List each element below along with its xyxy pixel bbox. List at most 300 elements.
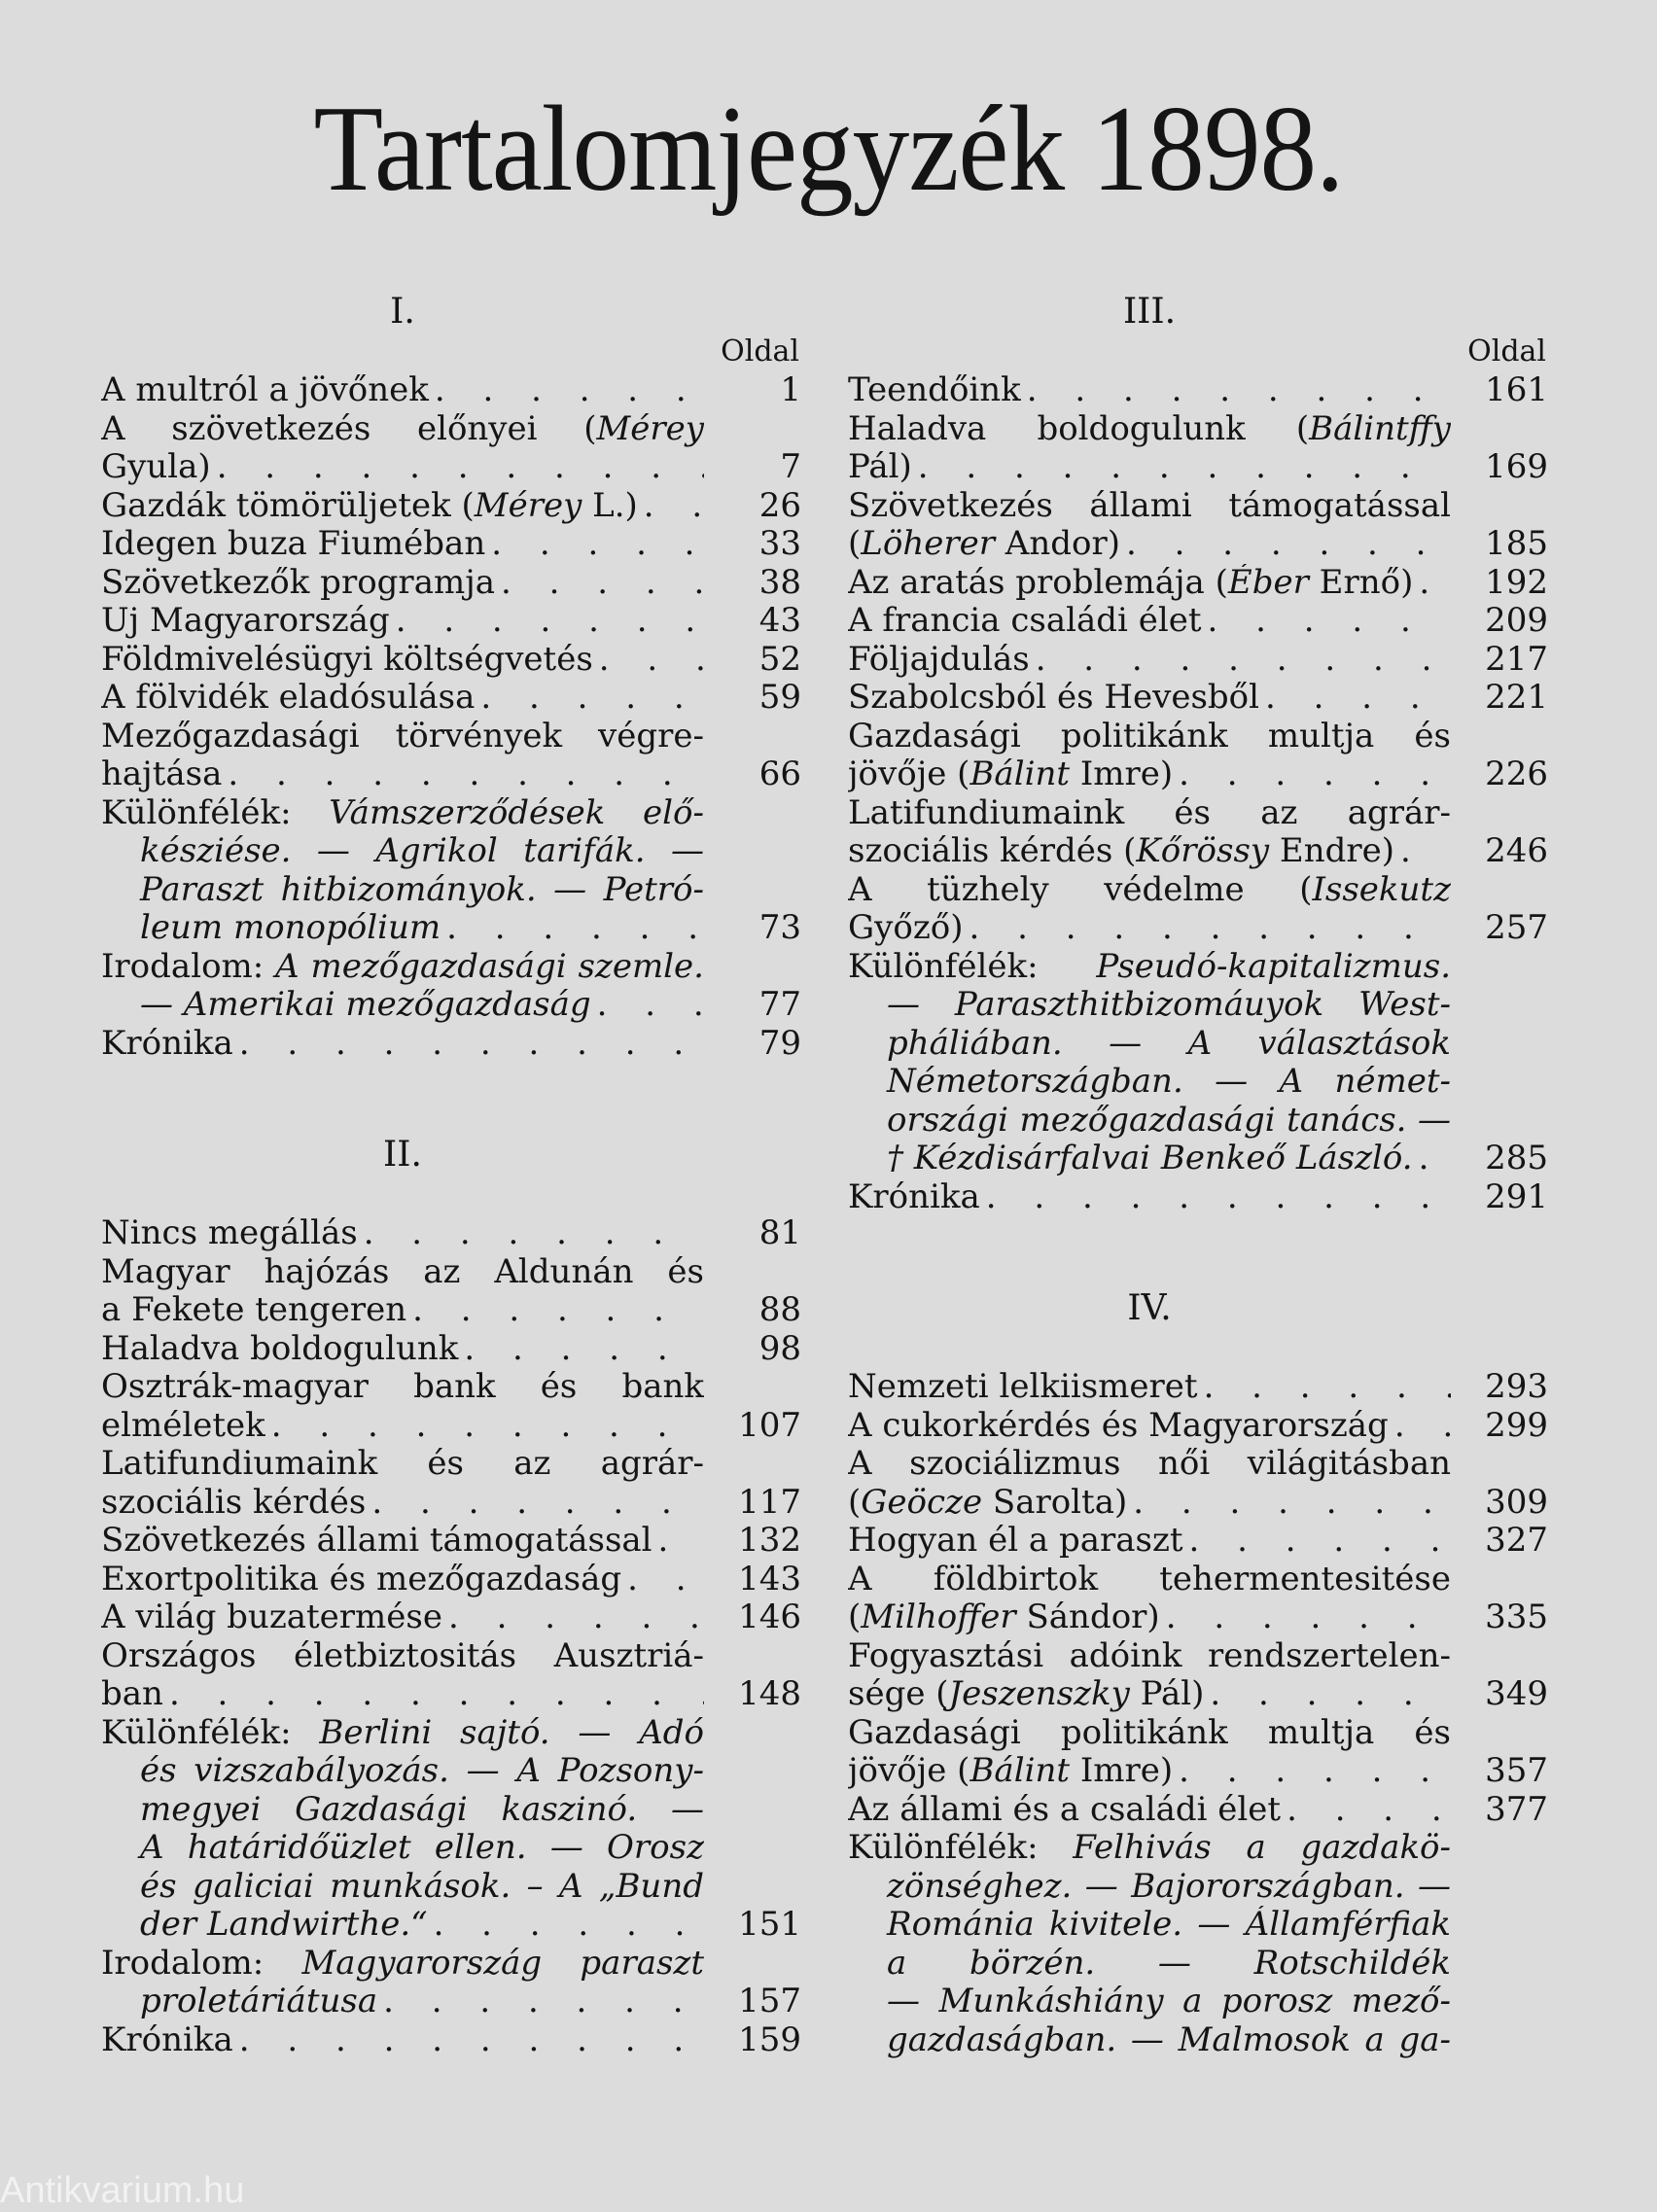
entry-line: [848, 909, 1451, 948]
page-number: 291: [1485, 1176, 1548, 1216]
page-number: 7: [780, 447, 801, 486]
text-segment: Hogyan él a paraszt: [848, 1522, 1183, 1560]
text-segment: Szabolcsból és Hevesből: [848, 679, 1260, 717]
entry-line: [101, 1214, 704, 1253]
toc-entry: [848, 794, 1548, 871]
text-segment: A szövetkezés előnyei (: [101, 409, 597, 448]
entry-line: [101, 1752, 704, 1791]
italic-segment: A határidőüzlet ellen. — Orosz: [140, 1829, 704, 1867]
entry-title: [848, 564, 1451, 603]
section-gap: [101, 1063, 801, 1135]
italic-segment: Kőrössy: [1136, 832, 1270, 870]
entry-line: [848, 1829, 1451, 1868]
italic-segment: Felhivás a gazdakö-: [1073, 1829, 1451, 1867]
toc-entry: [848, 1407, 1548, 1446]
text-segment: Gazdák tömörüljetek (: [101, 486, 475, 525]
page-number: 209: [1485, 601, 1548, 640]
toc-entry: [101, 1368, 801, 1445]
entry-line: [848, 679, 1451, 718]
page-number: 217: [1485, 639, 1548, 679]
page-number: 81: [758, 1213, 801, 1252]
dot-leader: [485, 525, 704, 564]
dot-leader: [1413, 1140, 1451, 1178]
entry-line: [848, 525, 1451, 564]
dot-leader: [406, 1291, 704, 1330]
text-segment: A cukorkérdés és Magyarország: [848, 1406, 1389, 1445]
dot-leader: [1021, 371, 1451, 410]
entry-line: [848, 1140, 1451, 1178]
text-segment: A tüzhely védelme (: [848, 870, 1313, 909]
toc-entry: [101, 794, 801, 948]
section-numeral: II.: [383, 1135, 422, 1175]
entry-line: [101, 1983, 704, 2021]
entry-line: [848, 1906, 1451, 1945]
entry-title: [848, 410, 1451, 487]
entry-line: [101, 1829, 704, 1868]
entry-line: [848, 1868, 1451, 1907]
toc-entry: [101, 1025, 801, 1064]
entry-title: [101, 1214, 704, 1253]
page-number: 66: [758, 755, 801, 793]
dot-leader: [980, 1178, 1451, 1217]
page-number: 185: [1485, 524, 1548, 563]
text-segment: Sarolta): [982, 1483, 1128, 1522]
entry-line: [101, 641, 704, 680]
entry-line: [101, 1868, 704, 1907]
text-segment: Imre): [1070, 1752, 1174, 1790]
toc-entry: [101, 641, 801, 680]
dot-leader: [1259, 679, 1451, 718]
text-segment: A fölvidék eladósulása: [101, 679, 476, 717]
dot-leader: [441, 909, 704, 948]
entry-line: [848, 1637, 1451, 1676]
text-segment: Gazdasági politikánk multja és: [848, 1713, 1451, 1752]
entry-line: [848, 602, 1451, 641]
section-II: [101, 1135, 801, 2059]
text-segment: ban: [101, 1675, 163, 1713]
dot-leader: [366, 1484, 704, 1523]
dot-leader: [1173, 755, 1451, 794]
toc-entry: [101, 1214, 801, 1253]
page-number: [1451, 2021, 1548, 2060]
entry-line: [848, 871, 1451, 910]
entry-line: [101, 948, 704, 987]
text-segment: Különfélék:: [101, 793, 330, 832]
entry-line: [101, 1253, 704, 1292]
dot-leader: [1413, 564, 1451, 603]
toc-entry: [848, 871, 1548, 948]
entry-line: [848, 1025, 1451, 1064]
text-segment: Teendőink: [848, 371, 1021, 409]
dot-leader: [428, 1906, 704, 1945]
text-segment: jövője (: [848, 755, 970, 793]
entry-title: [101, 410, 704, 487]
italic-segment: der Landwirthe.“: [140, 1906, 428, 1944]
page-number: 148: [738, 1674, 801, 1713]
entry-title: [101, 1561, 704, 1599]
text-segment: Mezőgazdasági törvények végre-: [101, 717, 704, 755]
toc-entry: [101, 1445, 801, 1522]
italic-segment: A mezőgazdasági szemle.: [275, 947, 704, 986]
text-segment: A szociálizmus női világitásban: [848, 1445, 1451, 1483]
italic-segment: zönséghez. — Bajorországban. —: [887, 1867, 1451, 1906]
text-segment: Nemzeti lelkiismeret: [848, 1368, 1198, 1406]
dot-leader: [233, 2021, 704, 2060]
text-segment: Magyar hajózás az Aldunán és: [101, 1252, 704, 1291]
dot-leader: [621, 1561, 704, 1599]
italic-segment: a börzén. — Rotschildék: [887, 1944, 1451, 1983]
text-segment: L.): [582, 486, 638, 525]
page-number: 88: [758, 1290, 801, 1329]
entry-title: [848, 1637, 1451, 1714]
section-numeral: IV.: [1127, 1288, 1172, 1328]
entry-line: [101, 1522, 704, 1561]
entry-line: [848, 410, 1451, 449]
entry-title: [101, 1637, 704, 1714]
page-number: 38: [758, 562, 801, 602]
page-number: 33: [758, 524, 801, 563]
section-I: [101, 292, 801, 1063]
entry-line: [101, 755, 704, 794]
entry-line: [848, 564, 1451, 603]
toc-entry: [848, 564, 1548, 603]
toc-entry: [101, 1253, 801, 1330]
entry-title: [848, 718, 1451, 794]
text-segment: Latifundiumaink és az agrár-: [848, 793, 1451, 832]
toc-entry: [101, 1598, 801, 1637]
dot-leader: [163, 1675, 704, 1714]
entry-title: [848, 1368, 1451, 1407]
dot-leader: [495, 564, 704, 603]
entry-line: [101, 1368, 704, 1407]
entry-line: [848, 794, 1451, 833]
entry-line: [101, 1637, 704, 1676]
dot-leader: [638, 487, 704, 526]
page-number: 146: [738, 1598, 801, 1636]
entry-title: [848, 602, 1451, 641]
toc-entry: [101, 602, 801, 641]
toc-entry: [848, 1829, 1548, 2059]
text-segment: A világ buzatermése: [101, 1598, 442, 1636]
italic-segment: Éber: [1227, 563, 1309, 602]
dot-leader: [1198, 1368, 1451, 1407]
left-column: [101, 292, 801, 2059]
page-number: 117: [738, 1482, 801, 1522]
dot-leader: [211, 448, 704, 487]
page-number: 309: [1485, 1482, 1548, 1522]
entry-line: [848, 641, 1451, 680]
italic-segment: Geöcze: [861, 1483, 983, 1522]
entry-title: [101, 1598, 704, 1637]
italic-segment: Bálintffy: [1309, 409, 1451, 448]
dot-leader: [442, 1598, 704, 1637]
entry-title: [848, 679, 1451, 718]
entry-title: [101, 1522, 704, 1561]
text-segment: elméletek: [101, 1406, 265, 1445]
entry-title: [101, 487, 704, 526]
entry-line: [101, 1484, 704, 1523]
toc-entry: [848, 487, 1548, 564]
page-number: 77: [758, 985, 801, 1024]
entry-line: [101, 371, 704, 410]
dot-leader: [222, 755, 704, 794]
italic-segment: Paraszt hitbizományok. — Petró-: [140, 870, 704, 909]
entry-line: [101, 564, 704, 603]
dot-leader: [1204, 1675, 1451, 1714]
entry-line: [101, 794, 704, 833]
dot-leader: [593, 641, 704, 680]
text-segment: sége (: [848, 1675, 949, 1713]
section-numeral: I.: [390, 292, 415, 332]
toc-entry: [101, 948, 801, 1025]
entry-line: [848, 1983, 1451, 2021]
text-segment: jövője (: [848, 1752, 970, 1790]
page-number: 246: [1485, 831, 1548, 870]
toc-entry: [101, 1637, 801, 1714]
entry-line: [848, 1407, 1451, 1446]
entry-line: [101, 1714, 704, 1753]
text-segment: Exortpolitika és mezőgazdaság: [101, 1560, 622, 1598]
dot-leader: [265, 1407, 704, 1446]
page-column-header: Oldal: [721, 334, 799, 369]
toc-entry: [101, 564, 801, 603]
text-segment: hajtása: [101, 755, 223, 793]
page-number: 43: [758, 601, 801, 640]
entry-title: [848, 948, 1451, 1178]
text-segment: szociális kérdés (: [848, 832, 1137, 870]
entry-title: [101, 641, 704, 680]
text-segment: (: [848, 1483, 862, 1522]
page-number: 285: [1485, 1139, 1548, 1177]
entry-line: [101, 1025, 704, 1064]
entry-line: [101, 832, 704, 871]
spacer: [848, 1329, 1548, 1368]
page-number: 349: [1485, 1674, 1548, 1713]
entry-line: [101, 1445, 704, 1484]
page-number: 161: [1485, 370, 1548, 409]
entry-line: [101, 525, 704, 564]
dot-leader: [1202, 602, 1452, 641]
italic-segment: Vámszerződések elő-: [329, 793, 704, 832]
entry-line: [848, 1945, 1451, 1984]
text-segment: Sándor): [1015, 1598, 1160, 1636]
entry-line: [101, 986, 704, 1025]
toc-entry: [848, 679, 1548, 718]
entry-line: [101, 487, 704, 526]
text-segment: Földmivelésügyi költségvetés: [101, 640, 593, 679]
text-segment: Andor): [994, 525, 1120, 563]
page-number: 151: [738, 1905, 801, 1944]
text-segment: A multról a jövőnek: [101, 371, 429, 409]
entry-line: [848, 1675, 1451, 1714]
entry-title: [101, 1368, 704, 1445]
entry-line: [848, 1102, 1451, 1141]
entry-title: [848, 487, 1451, 564]
italic-segment: Bálint: [970, 1752, 1071, 1790]
page-title: Tartalomjegyzék 1898.: [313, 82, 1344, 217]
entry-title: [848, 1561, 1451, 1637]
entry-title: [101, 794, 704, 948]
toc-entry: [848, 1522, 1548, 1561]
entry-line: [101, 1791, 704, 1830]
page-number: 73: [758, 908, 801, 947]
entry-line: [848, 948, 1451, 987]
toc-entry: [848, 371, 1548, 410]
toc-entry: [101, 1945, 801, 2021]
entry-title: [101, 2021, 704, 2060]
page-number: 59: [758, 678, 801, 717]
text-segment: a Fekete tengeren: [101, 1291, 407, 1329]
text-segment: (: [848, 525, 862, 563]
page-number: 143: [738, 1559, 801, 1598]
dot-leader: [429, 371, 704, 410]
entry-line: [848, 1178, 1451, 1217]
dot-leader: [475, 679, 704, 718]
entry-title: [101, 564, 704, 603]
page-number: 159: [738, 2019, 801, 2059]
entry-line: [101, 602, 704, 641]
entry-line: [101, 1675, 704, 1714]
dot-leader: [1160, 1598, 1451, 1637]
text-segment: Gyula): [101, 448, 211, 486]
entry-line: [848, 1445, 1451, 1484]
dot-leader: [1127, 1484, 1451, 1523]
italic-segment: Pseudó-kapitalizmus.: [1096, 947, 1451, 986]
page-number: 1: [780, 370, 801, 409]
entry-line: [101, 1598, 704, 1637]
entry-line: [101, 1945, 704, 1984]
entry-line: [848, 487, 1451, 526]
italic-segment: — Amerikai mezőgazdaság: [140, 986, 591, 1024]
entry-line: [848, 371, 1451, 410]
entry-line: [848, 1752, 1451, 1791]
entry-line: [101, 1330, 704, 1369]
text-segment: Pál): [1129, 1675, 1205, 1713]
page-number: 293: [1485, 1367, 1548, 1406]
text-segment: Szövetkezés állami támogatással: [848, 486, 1451, 525]
toc-entry: [101, 718, 801, 794]
italic-segment: Mérey: [474, 486, 582, 525]
dot-leader: [652, 1522, 704, 1561]
text-segment: Szövetkezés állami támogatással: [101, 1522, 652, 1560]
entry-line: [848, 755, 1451, 794]
toc-entry: [848, 718, 1548, 794]
dot-leader: [458, 1330, 704, 1369]
entry-line: [101, 871, 704, 910]
text-segment: Latifundiumaink és az agrár-: [101, 1445, 704, 1483]
text-segment: (: [848, 1598, 862, 1636]
section-III: [848, 292, 1548, 1216]
italic-segment: Románia kivitele. — Államférfiak: [887, 1906, 1451, 1944]
toc-entry: [848, 410, 1548, 487]
text-segment: Szövetkezők programja: [101, 563, 496, 602]
entry-title: [101, 679, 704, 718]
dot-leader: [591, 986, 704, 1025]
italic-segment: megyei Gazdasági kaszinó. —: [140, 1790, 704, 1829]
italic-segment: Milhoffer: [861, 1598, 1016, 1636]
entry-title: [848, 794, 1451, 871]
toc-entry: [101, 1561, 801, 1599]
toc-entry: [101, 487, 801, 526]
text-segment: Az állami és a családi élet: [848, 1790, 1282, 1829]
entry-title: [101, 525, 704, 564]
italic-segment: — Munkáshiány a porosz mező-: [887, 1983, 1451, 2020]
text-segment: Az aratás problemája (: [848, 563, 1228, 602]
toc-entry: [848, 1714, 1548, 1791]
italic-segment: pháliában. — A választások: [887, 1024, 1451, 1063]
page-number: 357: [1485, 1751, 1548, 1790]
entry-line: [848, 1598, 1451, 1637]
toc-entry: [848, 1368, 1548, 1407]
entry-title: [101, 1025, 704, 1064]
text-segment: Nincs megállás: [101, 1214, 358, 1252]
entry-title: [101, 1445, 704, 1522]
entry-title: [848, 1522, 1451, 1561]
entry-line: [848, 1484, 1451, 1523]
dot-leader: [912, 448, 1451, 487]
italic-segment: és vizszabályozás. — A Pozsony-: [140, 1752, 704, 1790]
text-segment: Pál): [848, 448, 912, 486]
section-IV: [848, 1288, 1548, 2059]
page-number: 107: [738, 1405, 801, 1445]
dot-leader: [1120, 525, 1451, 564]
page-number: 98: [758, 1328, 801, 1368]
text-segment: Különfélék:: [848, 1829, 1074, 1867]
text-segment: A földbirtok tehermentesitése: [848, 1560, 1451, 1598]
text-segment: Imre): [1070, 755, 1174, 793]
toc-entry: [848, 602, 1548, 641]
page-number: 226: [1485, 755, 1548, 793]
toc-entry: [848, 948, 1548, 1178]
italic-segment: — Paraszthitbizomáuyok West-: [887, 986, 1451, 1024]
text-segment: Irodalom:: [101, 947, 276, 986]
text-segment: Győző): [848, 909, 964, 947]
italic-segment: késziése. — Agrikol tarifák. —: [140, 832, 704, 870]
entry-title: [101, 602, 704, 641]
dot-leader: [1183, 1522, 1451, 1561]
entry-title: [848, 1178, 1451, 1217]
entry-line: [101, 909, 704, 948]
entry-line: [848, 718, 1451, 756]
page-number: 335: [1485, 1598, 1548, 1636]
entry-title: [848, 1829, 1451, 2059]
text-segment: Krónika: [101, 1024, 233, 1063]
entry-line: [101, 1561, 704, 1599]
entry-line: [101, 1906, 704, 1945]
text-segment: Országos életbiztositás Ausztriá-: [101, 1636, 704, 1675]
toc-entry: [848, 1561, 1548, 1637]
toc-entry: [101, 410, 801, 487]
entry-line: [101, 1407, 704, 1446]
page-number: 52: [758, 639, 801, 679]
section-numeral: III.: [1122, 292, 1177, 332]
italic-segment: † Kézdisárfalvai Benkeő László.: [887, 1140, 1413, 1177]
text-segment: Fogyasztási adóink rendszertelen-: [848, 1636, 1451, 1675]
entry-line: [848, 1714, 1451, 1753]
italic-segment: leum monopólium: [140, 909, 441, 947]
entry-line: [848, 448, 1451, 487]
italic-segment: Issekutz: [1312, 870, 1451, 909]
dot-leader: [377, 1983, 704, 2021]
page-number: 169: [1485, 447, 1548, 486]
text-segment: szociális kérdés: [101, 1483, 367, 1522]
text-segment: A francia családi élet: [848, 602, 1202, 640]
italic-segment: Magyarország paraszt: [301, 1944, 704, 1983]
watermark: Antikvarium.hu: [0, 2170, 245, 2211]
page-number: 299: [1485, 1405, 1548, 1445]
page-number: 157: [738, 1982, 801, 2020]
text-segment: Gazdasági politikánk multja és: [848, 717, 1451, 755]
